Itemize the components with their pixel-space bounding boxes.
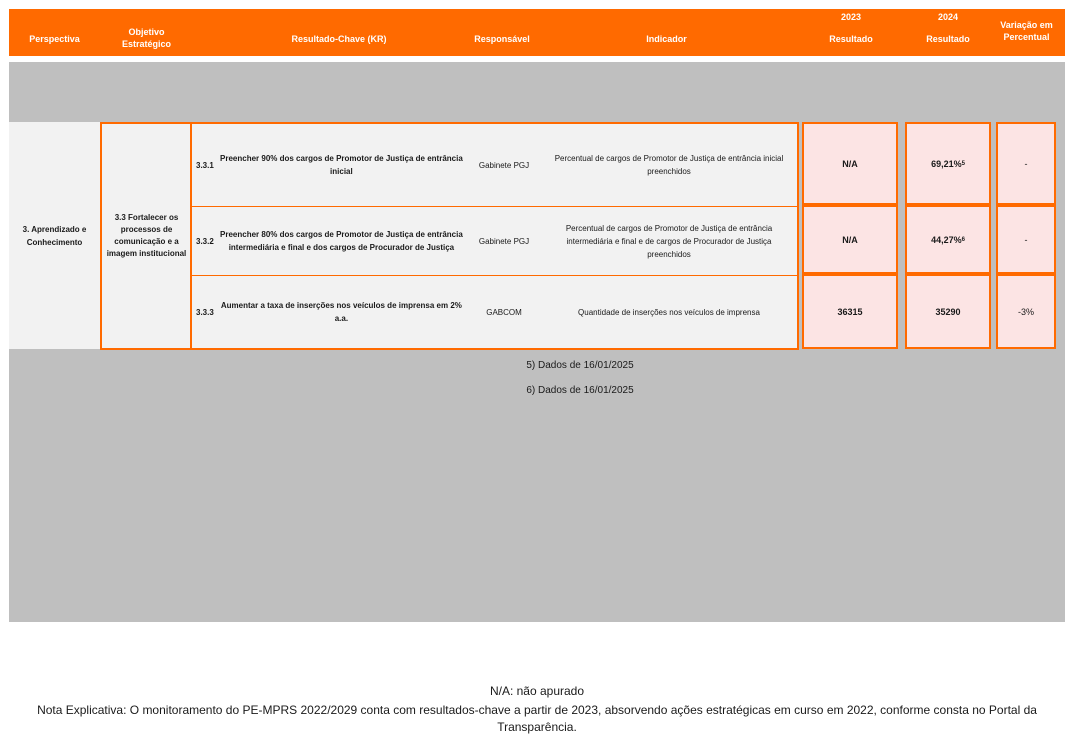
result-2024-value: 44,27% [931,234,962,245]
indicator-cell: Percentual de cargos de Promotor de Justiça de entrância inicial preenchidos [554,154,784,176]
header-responsible: Responsável [474,34,530,44]
explanatory-note: Nota Explicativa: O monitoramento do PE-MPRS 2022/2029 conta com resultados-chave a partir de 2023, absorvendo ações estratégicas em curso em 2022, conforme consta no Portal da Transparência. [37,703,1037,734]
indicator-cell: Quantidade de inserções nos veículos de imprensa [578,307,760,317]
kr-number: 3.3.2 [196,236,214,246]
kr-text: Preencher 80% dos cargos de Promotor de Justiça de entrância intermediária e final e dos cargos de Procurador de Justiça [220,230,463,252]
kr-table [190,122,799,350]
table-row [192,276,797,348]
header-kr: Resultado-Chave (KR) [291,34,387,44]
table-header [9,9,1065,56]
responsible-cell: Gabinete PGJ [478,236,530,246]
kr-cell [196,276,464,348]
na-legend: N/A: não apurado [489,684,585,698]
header-indicator: Indicador [646,34,687,44]
result-2023-cell: N/A [802,122,898,205]
header-objective: Objetivo Estratégico [121,27,172,49]
result-2024-cell: 69,21% 5 [905,122,991,205]
result-2024-cell [905,274,991,349]
result-2024-value: 69,21% [931,158,962,169]
header-result-2024: Resultado [926,34,970,44]
header-year-2024: 2024 [937,12,959,22]
table-row [192,124,797,207]
header-result-2023: Resultado [829,34,873,44]
header-year-2023: 2023 [840,12,862,22]
kr-number: 3.3.1 [196,160,214,170]
kr-cell [196,124,464,206]
variation-cell: -3% [996,274,1056,349]
result-2024-value: 35290 [935,306,961,317]
indicator-cell: Percentual de cargos de Promotor de Justiça de entrância intermediária e final e de cargos de Procurador de Justiça preenchidos [565,223,773,259]
kr-number: 3.3.3 [196,307,214,317]
perspective-cell: 3. Aprendizado e Conhecimento [9,122,100,349]
objective-cell: 3.3 Fortalecer os processos de comunicação e a imagem institucional [100,122,193,350]
kr-text: Preencher 90% dos cargos de Promotor de Justiça de entrância inicial [220,154,463,176]
footnote-5: 5) Dados de 16/01/2025 [526,360,634,371]
variation-cell: - [996,122,1056,205]
kr-text: Aumentar a taxa de inserções nos veículos de imprensa em 2% a.a. [220,301,462,323]
header-variation: Variação em Percentual [1000,20,1053,42]
result-2023-cell: N/A [802,205,898,274]
header-perspective: Perspectiva [29,34,80,44]
variation-cell: - [996,205,1056,274]
result-2024-cell: 44,27% 6 [905,205,991,274]
table-row [192,207,797,276]
responsible-cell: Gabinete PGJ [478,160,530,170]
kr-cell [196,207,464,275]
result-2023-cell: 36315 [802,274,898,349]
footnote-6: 6) Dados de 16/01/2025 [526,385,634,396]
responsible-cell: GABCOM [486,307,522,317]
